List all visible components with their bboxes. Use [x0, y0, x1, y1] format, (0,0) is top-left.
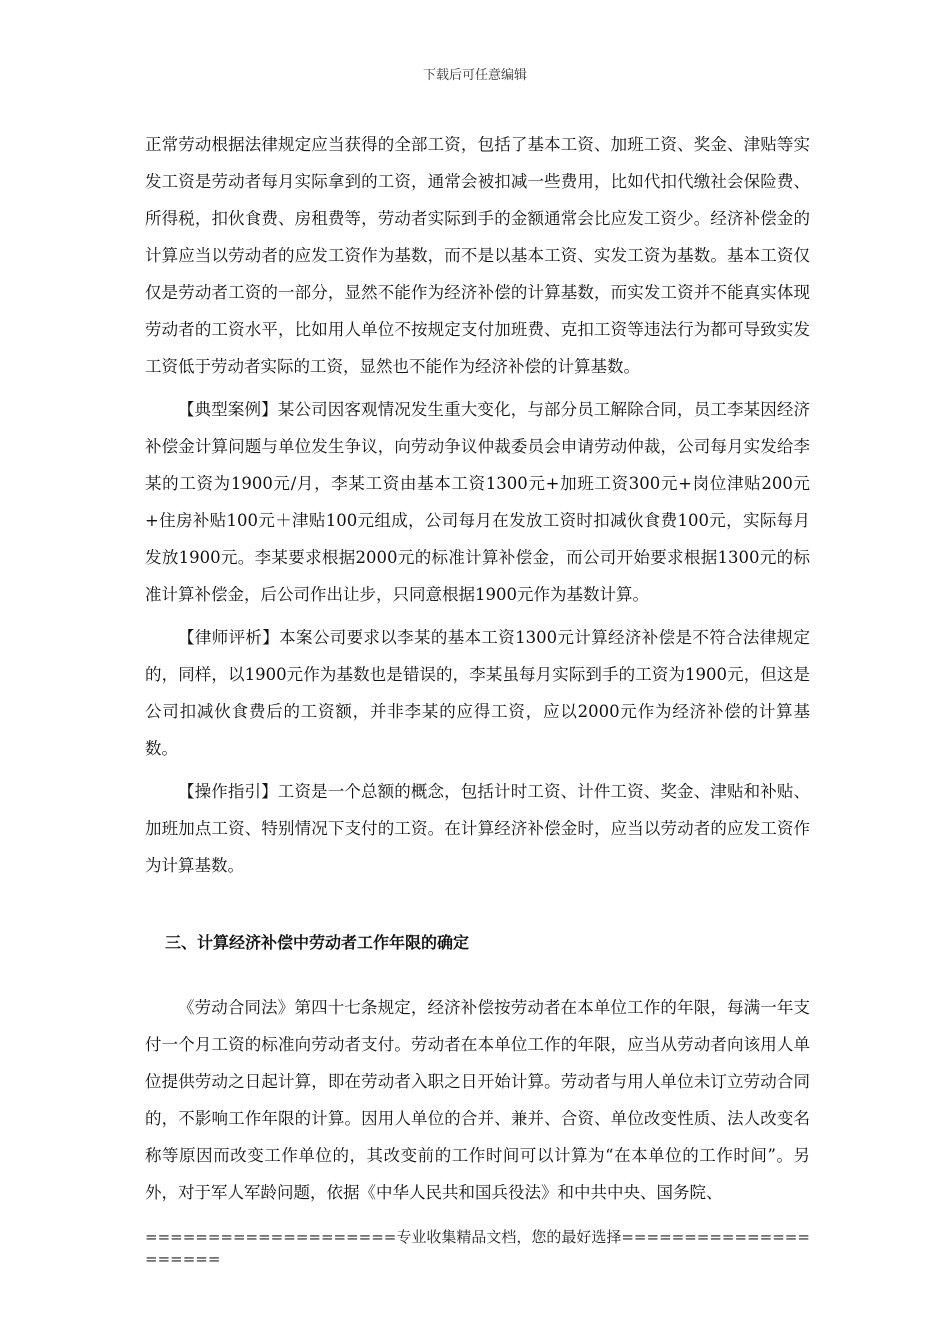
- section-heading: 三、计算经济补偿中劳动者工作年限的确定: [165, 933, 470, 952]
- paragraph-operation-guide: 【操作指引】工资是一个总额的概念，包括计时工资、计件工资、奖金、津贴和补贴、加班加点工资、特别情况下支付的工资。在计算经济补偿金时，应当以劳动者的应发工资作为计算基数。: [145, 782, 810, 875]
- paragraph-wage-definition: 正常劳动根据法律规定应当获得的全部工资，包括了基本工资、加班工资、奖金、津贴等实发工资是劳动者每月实际拿到的工资，通常会被扣减一些费用，比如代扣代缴社会保险费、所得税，扣伙食费、房租费等，劳动者实际到手的金额通常会比应发工资少。经济补偿金的计算应当以劳动者的应发工资作为基数，而不是以基本工资、实发工资为基数。基本工资仅仅是劳动者工资的一部分，显然不能作为经济补偿的计算基数，而实发工资并不能真实体现劳动者的工资水平，比如用人单位不按规定支付加班费、克扣工资等违法行为都可导致实发工资低于劳动者实际的工资，显然也不能作为经济补偿的计算基数。: [145, 135, 810, 376]
- paragraph-lawyer-comment: 【律师评析】本案公司要求以李某的基本工资1300元计算经济补偿是不符合法律规定的，同样，以1900元作为基数也是错误的，李某虽每月实际到手的工资为1900元，但这是公司扣减伙食费后的工资额，并非李某的应得工资，应以2000元作为经济补偿的计算基数。: [145, 628, 810, 758]
- paragraph-work-years: 《劳动合同法》第四十七条规定，经济补偿按劳动者在本单位工作的年限，每满一年支付一个月工资的标准向劳动者支付。劳动者在本单位工作的年限，应当从劳动者向该用人单位提供劳动之日起计算，即在劳动者入职之日开始计算。劳动者与用人单位未订立劳动合同的，不影响工作年限的计算。因用人单位的合并、兼并、合资、单位改变性质、法人改变名称等原因而改变工作单位的，其改变前的工作时间可以计算为“在本单位的工作时间”。另外，对于军人军龄问题，依据《中华人民共和国兵役法》和中共中央、国务院、: [145, 998, 810, 1202]
- paragraph-typical-case: 【典型案例】某公司因客观情况发生重大变化，与部分员工解除合同，员工李某因经济补偿金计算问题与单位发生争议，向劳动争议仲裁委员会申请劳动仲裁，公司每月实发给李某的工资为1900元/月，李某工资由基本工资1300元+加班工资300元+岗位津贴200元+住房补贴100元＋津贴100元组成，公司每月在发放工资时扣减伙食费100元，实际每月发放1900元。李某要求根据2000元的标准计算补偿金，而公司开始要求根据1300元的标准计算补偿金，后公司作出让步，只同意根据1900元作为基数计算。: [145, 400, 810, 604]
- page-header: 下载后可任意编辑: [422, 68, 527, 83]
- document-body: [145, 126, 810, 1211]
- page-footer: ====================专业收集精品文档，您的最好选择=====================: [145, 1228, 810, 1268]
